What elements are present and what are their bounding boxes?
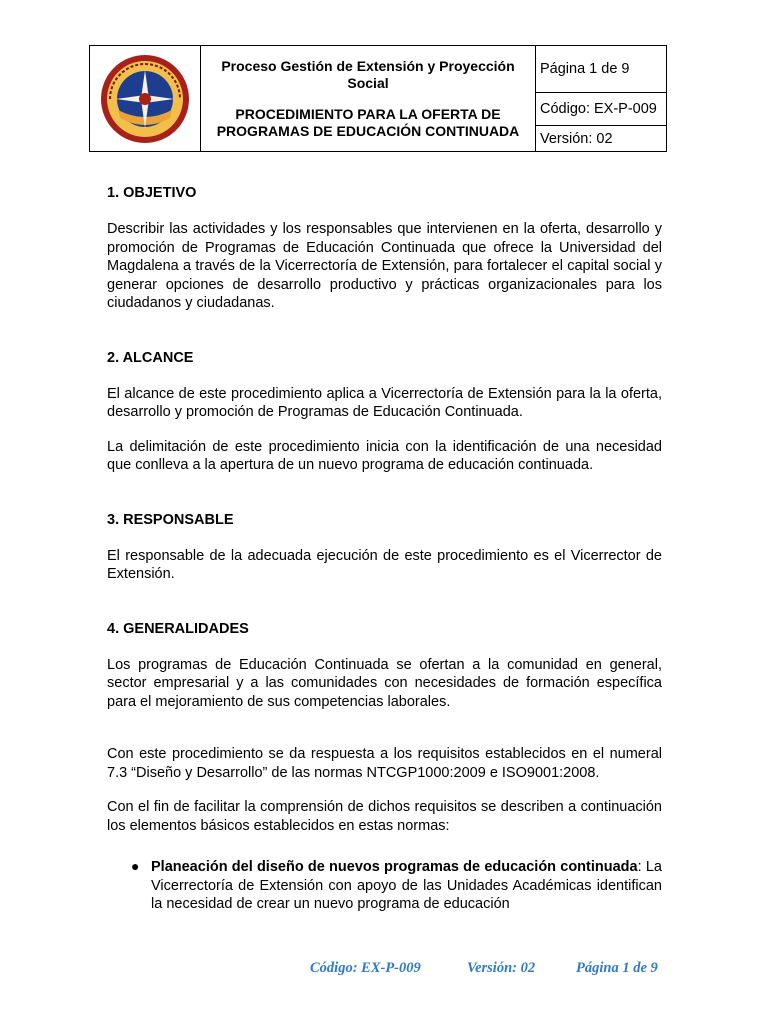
objetivo-paragraph: Describir las actividades y los responsables que intervienen en la oferta, desarrollo y promoción de Programas de Educación Continuada que ofrece la Universidad del Magdalena a través de la Vicerrectoría de Extensión, para fortalecer el capital social y generar opciones de desarrollo productivo y prácticas organizacionales para los ciudadanos y ciudadanas. (107, 221, 662, 311)
page-cell: Página 1 de 9 (536, 46, 667, 93)
bullet-colon: : (637, 859, 642, 875)
document-body (107, 184, 662, 835)
generalidades-paragraph-3: Con el fin de facilitar la comprensión de dichos requisitos se describen a continuación los elementos básicos establecidos en estas normas: (107, 799, 662, 834)
footer-code: Código: EX-P-009 (310, 960, 421, 976)
footer-page: Página 1 de 9 (576, 960, 658, 976)
logo-cell (90, 46, 201, 152)
footer-version: Versión: 02 (467, 960, 536, 976)
bullet-title: Planeación del diseño de nuevos programas de educación continuada (151, 859, 638, 875)
alcance-paragraph-2: La delimitación de este procedimiento inicia con la identificación de una necesidad que conlleva a la apertura de un nuevo programa de educación continuada. (107, 438, 662, 473)
process-name: Proceso Gestión de Extensión y Proyección Social (221, 57, 515, 91)
section-heading-objetivo: 1. OBJETIVO (107, 185, 197, 201)
bullet-icon: ● (131, 858, 140, 874)
list-item (131, 858, 662, 914)
generalidades-paragraph-2: Con este procedimiento se da respuesta a los requisitos establecidos en el numeral 7.3 “Diseño y Desarrollo” de las normas NTCGP1000:2009 e ISO9001:2008. (107, 746, 662, 781)
procedure-title-line1: PROCEDIMIENTO PARA LA OFERTA DE (235, 105, 501, 122)
title-cell (201, 46, 536, 152)
responsable-paragraph: El responsable de la adecuada ejecución de este procedimiento es el Vicerrector de Extensión. (107, 547, 662, 582)
bullet-text (151, 858, 662, 914)
version-cell: Versión: 02 (536, 126, 667, 152)
section-heading-generalidades: 4. GENERALIDADES (107, 620, 249, 637)
document-header (89, 45, 667, 152)
university-seal-icon (98, 52, 192, 146)
code-cell: Código: EX-P-009 (536, 93, 667, 126)
section-heading-responsable: 3. RESPONSABLE (107, 511, 234, 528)
bullet-body: La Vicerrectoría de Extensión con apoyo de las Unidades Académicas identifican la necesidad de crear un nuevo programa de educación (151, 859, 662, 912)
alcance-paragraph-1: El alcance de este procedimiento aplica a Vicerrectoría de Extensión para la la oferta, desarrollo y promoción de Programas de Educación Continuada. (107, 385, 662, 420)
procedure-title-line2: PROGRAMAS DE EDUCACIÓN CONTINUADA (216, 122, 520, 139)
generalidades-paragraph-1: Los programas de Educación Continuada se ofertan a la comunidad en general, sector empresarial y a las comunidades con necesidades de formación específica para el mejoramiento de sus competencias laborales. (107, 656, 662, 710)
section-heading-alcance: 2. ALCANCE (107, 349, 194, 366)
